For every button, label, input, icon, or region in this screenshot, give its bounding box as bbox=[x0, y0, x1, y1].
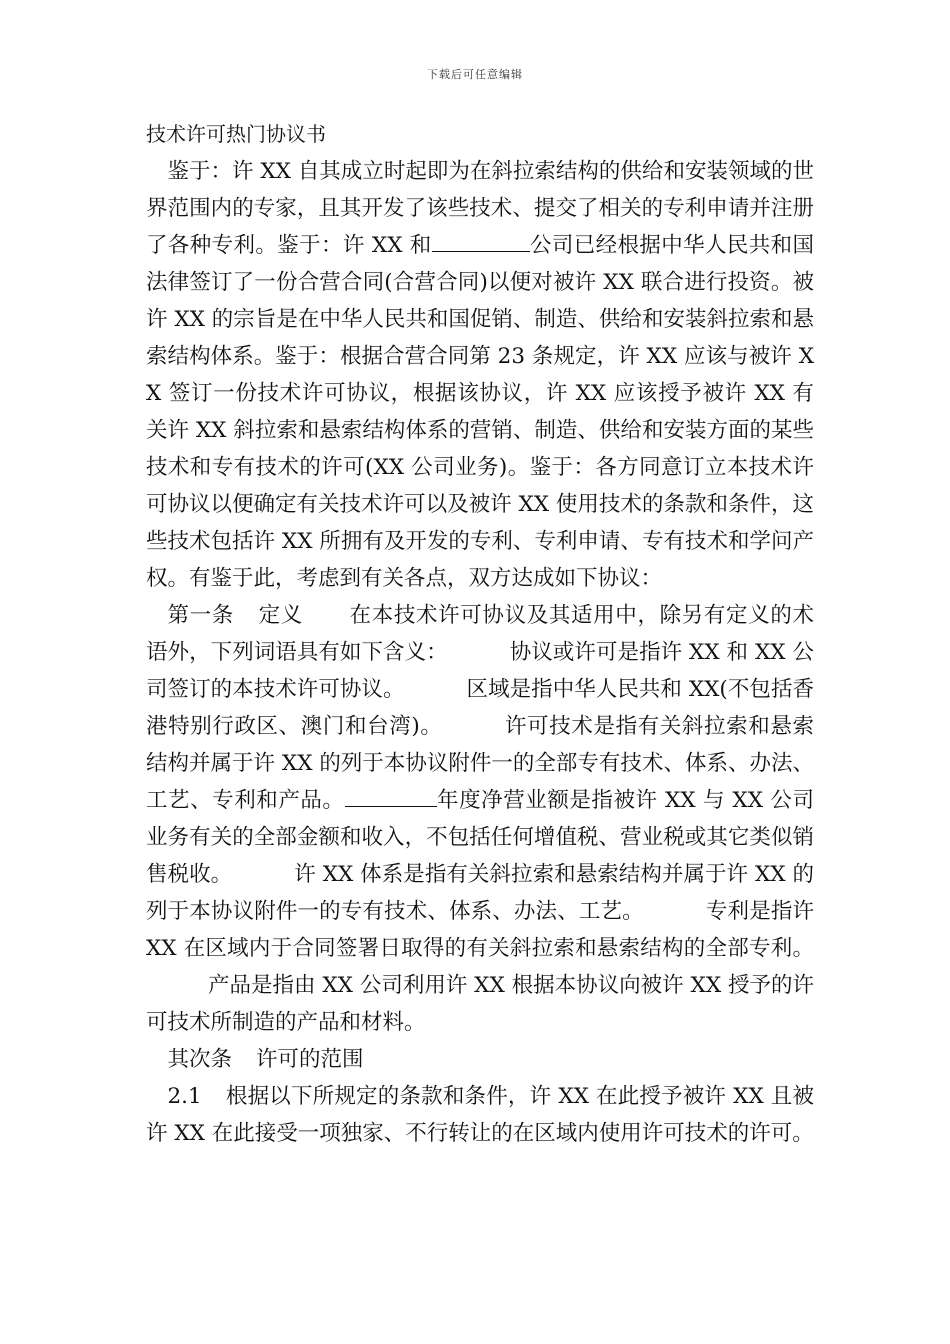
clause-2-1-number: 2.1 bbox=[167, 1084, 202, 1109]
article-2-heading-line bbox=[146, 1041, 814, 1078]
page-header: 下载后可任意编辑 bbox=[427, 68, 523, 81]
definition-patent: 专利是指许 XX 在区域内于合同签署日取得的有关斜拉索和悬索结构的全部专利。 bbox=[146, 899, 814, 961]
article-1-intro: 在本技术许可协议及其适用中，除另有定义的术语外，下列词语具有如下含义： bbox=[146, 603, 814, 665]
preamble-paragraph bbox=[146, 153, 814, 597]
clause-2-1-text: 根据以下所规定的条款和条件，许 XX 在此授予被许 XX 且被许 XX 在此接受一项独家、不行转让的在区域内使用许可技术的许可。 bbox=[146, 1084, 814, 1146]
document-title: 技术许可热门协议书 bbox=[146, 122, 326, 146]
definition-agreement: 协议或许可是指许 XX 和 XX 公司签订的本技术许可协议。 bbox=[146, 640, 814, 702]
document-body bbox=[146, 116, 814, 1152]
definition-system: 许 XX 体系是指有关斜拉索和悬索结构并属于许 XX 的列于本协议附件一的专有技术、体系、办法、工艺。 bbox=[146, 862, 814, 924]
definition-product: 产品是指由 XX 公司利用许 XX 根据本协议向被许 XX 授予的许可技术所制造的产品和材料。 bbox=[146, 973, 814, 1035]
article-2-heading: 其次条 bbox=[167, 1047, 233, 1072]
article-2-heading-title: 许可的范围 bbox=[256, 1047, 364, 1072]
article-1-heading-title: 定义 bbox=[257, 603, 303, 628]
year-blank[interactable] bbox=[345, 782, 437, 807]
preamble-text-part2: 公司已经根据中华人民共和国法律签订了一份合营合同(合营合同)以便对被许 XX 联合进行投资。被许 XX 的宗旨是在中华人民共和国促销、制造、供给和安装斜拉索和悬索结构体系。鉴于：根据合营合同第 23 条规定，许 XX 应该与被许 XX 签订一份技术许可协议，根据该协议，许 XX 应该授予被许 XX 有关许 XX 斜拉索和悬索结构体系的营销、制造、供给和安装方面的某些技术和专有技术的许可(XX 公司业务)。鉴于：各方同意订立本技术许可协议以便确定有关技术许可以及被许 XX 使用技术的条款和条件，这些技术包括许 XX 所拥有及开发的专利、专利申请、专有技术和学问产权。有鉴于此，考虑到有关各点，双方达成如下协议： bbox=[146, 233, 814, 591]
article-1-heading: 第一条 bbox=[167, 603, 234, 628]
definition-net-sales: 年度净营业额是指被许 XX 与 XX 公司业务有关的全部金额和收入，不包括任何增值税、营业税或其它类似销售税收。 bbox=[146, 788, 814, 887]
clause-2-1 bbox=[146, 1078, 814, 1152]
definition-licensed-technology: 许可技术是指有关斜拉索和悬索结构并属于许 XX 的列于本协议附件一的全部专有技术、体系、办法、工艺、专利和产品。 bbox=[146, 714, 814, 813]
preamble-text-part1: 鉴于：许 XX 自其成立时起即为在斜拉索结构的供给和安装领域的世界范围内的专家，且其开发了该些技术、提交了相关的专利申请并注册了各种专利。鉴于：许 XX 和 bbox=[146, 159, 814, 258]
article-1-paragraph bbox=[146, 597, 814, 1041]
definition-region: 区域是指中华人民共和 XX(不包括香港特别行政区、澳门和台湾)。 bbox=[146, 677, 814, 739]
company-name-blank[interactable] bbox=[432, 227, 530, 252]
